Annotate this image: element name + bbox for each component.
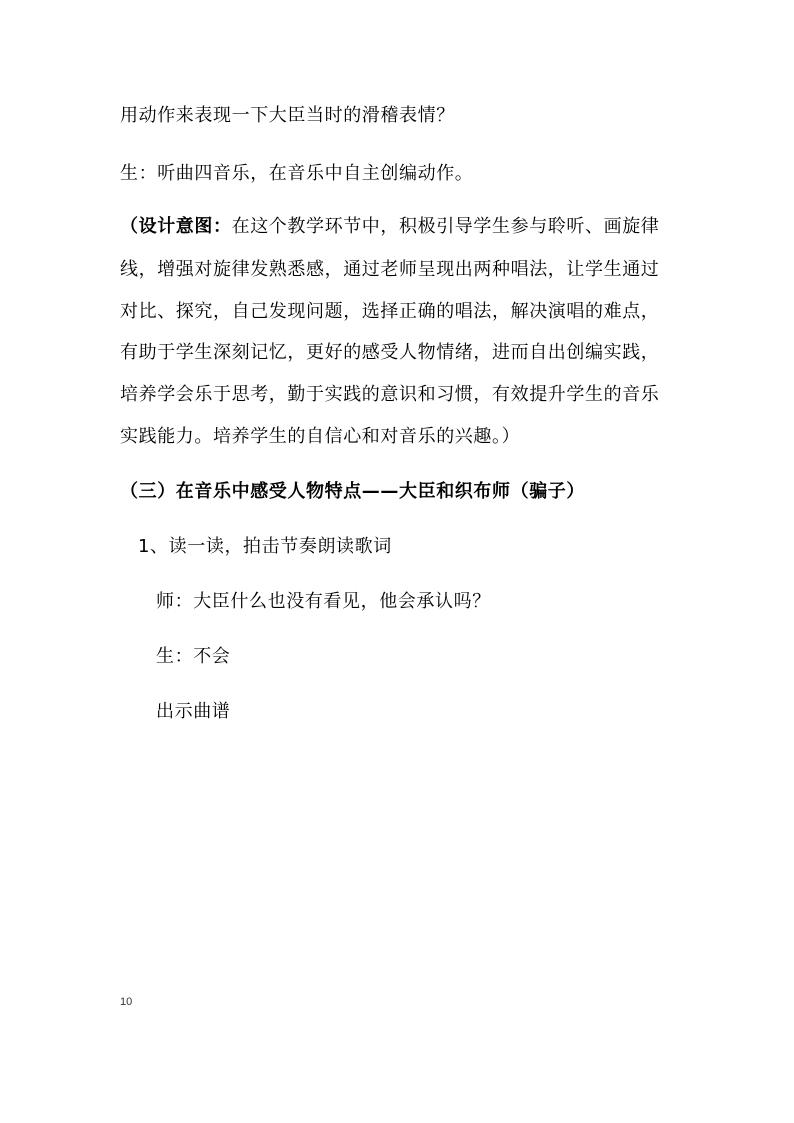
section-heading: （三）在音乐中感受人物特点——大臣和织布师（骗子） xyxy=(120,481,585,502)
design-intent-row: 对比、探究，自己发现问题，选择正确的唱法，解决演唱的难点， xyxy=(120,301,660,322)
design-intent-row xyxy=(120,215,659,239)
design-intent-row: 实践能力。培养学生的自信心和对音乐的兴趣。） xyxy=(120,426,521,447)
text-line-student-action: 生：听曲四音乐，在音乐中自主创编动作。 xyxy=(120,163,474,184)
student-line: 生：不会 xyxy=(156,646,231,667)
design-intent-row: 培养学会乐于思考，勤于实践的意识和习惯，有效提升学生的音乐 xyxy=(120,384,660,405)
text-line-question: 用动作来表现一下大臣当时的滑稽表情？ xyxy=(120,105,455,126)
teacher-line: 师：大臣什么也没有看见，他会承认吗？ xyxy=(156,591,491,612)
show-score-line: 出示曲谱 xyxy=(156,701,231,722)
design-intent-row: 有助于学生深刻记忆，更好的感受人物情绪，进而自出创编实践， xyxy=(120,342,660,363)
page-number: 10 xyxy=(120,996,133,1008)
design-intent-label: （设计意图： xyxy=(120,216,232,237)
design-intent-text: 在这个教学环节中，积极引导学生参与聆听、画旋律 xyxy=(231,216,660,237)
design-intent-row: 线，增强对旋律发熟悉感，通过老师呈现出两种唱法，让学生通过 xyxy=(120,259,660,280)
list-item-1: 1、读一读，拍击节奏朗读歌词 xyxy=(138,536,392,557)
